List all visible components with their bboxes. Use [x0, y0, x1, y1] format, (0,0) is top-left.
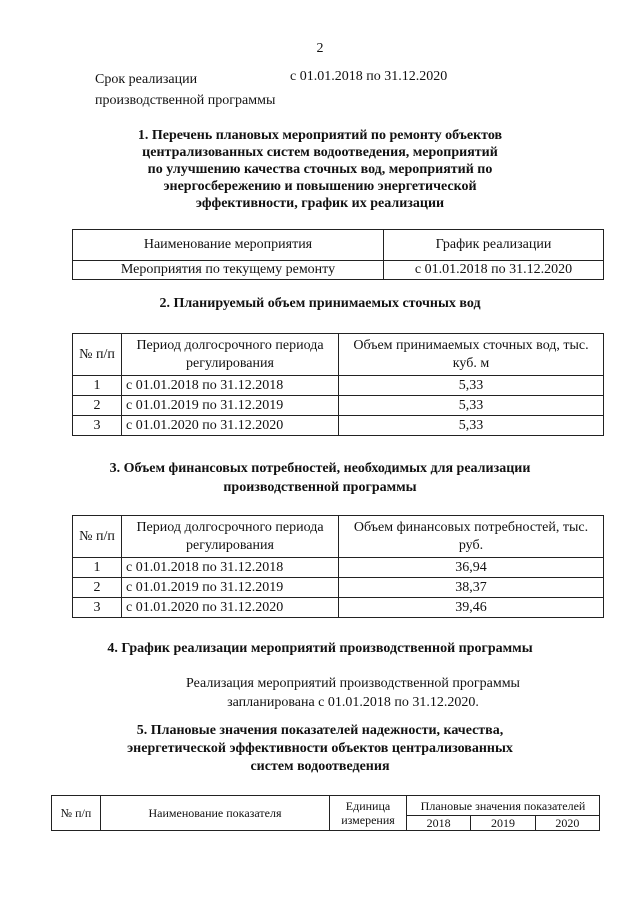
table-cell: 3 [73, 598, 122, 618]
table-cell: 5,33 [339, 396, 604, 416]
section4-text-line: запланирована с 01.01.2018 по 31.12.2020. [227, 695, 479, 710]
section5-heading-line: энергетической эффективности объектов централизованных [127, 741, 513, 756]
section2-heading: 2. Планируемый объем принимаемых сточных вод [159, 296, 481, 311]
table-row [73, 598, 604, 618]
page-number: 2 [316, 41, 324, 56]
table-cell: Мероприятия по текущему ремонту [73, 261, 384, 280]
section3-heading-line: 3. Объем финансовых потребностей, необходимых для реализации [109, 461, 531, 476]
section1-heading-line: 1. Перечень плановых мероприятий по ремонту объектов [137, 128, 503, 143]
table-row [73, 558, 604, 578]
section1-heading-line: энергосбережению и повышению энергетической [163, 179, 477, 194]
section4-heading: 4. График реализации мероприятий производственной программы [107, 641, 533, 656]
term-label-line1: Срок реализации [95, 72, 198, 87]
table-header-row [73, 230, 604, 261]
section1-heading-line: централизованных систем водоотведения, мероприятий [142, 145, 498, 160]
table-cell: с 01.01.2018 по 31.12.2018 [122, 558, 339, 578]
table-cell: 39,46 [339, 598, 604, 618]
table-header-cell: Единица измерения [330, 796, 407, 831]
term-value: с 01.01.2018 по 31.12.2020 [290, 69, 448, 84]
table-header-row [52, 796, 600, 816]
table-cell: 1 [73, 376, 122, 396]
table-row [73, 578, 604, 598]
wastewater-volume-table [72, 333, 604, 436]
table-header-cell: 2018 [407, 816, 471, 831]
table-header-row [73, 334, 604, 376]
table-header-cell: № п/п [73, 516, 122, 558]
table-header-cell: Объем принимаемых сточных вод, тыс. куб. м [339, 334, 604, 376]
activities-table [72, 229, 604, 280]
table-row [73, 261, 604, 280]
financial-needs-table [72, 515, 604, 618]
section5-heading-line: 5. Плановые значения показателей надежности, качества, [136, 723, 504, 738]
section1-heading-line: по улучшению качества сточных вод, мероприятий по [147, 162, 493, 177]
table-row [73, 396, 604, 416]
table-header-cell: Наименование показателя [101, 796, 330, 831]
table-cell: 2 [73, 578, 122, 598]
table-header-cell: Наименование мероприятия [73, 230, 384, 261]
table-header-cell: Объем финансовых потребностей, тыс. руб. [339, 516, 604, 558]
section5-heading [0, 722, 640, 776]
table-header-cell: График реализации [384, 230, 604, 261]
table-cell: 36,94 [339, 558, 604, 578]
table-header-row [73, 516, 604, 558]
table-cell: с 01.01.2019 по 31.12.2019 [122, 396, 339, 416]
table-cell: 3 [73, 416, 122, 436]
table-cell: с 01.01.2018 по 31.12.2018 [122, 376, 339, 396]
table-row [73, 416, 604, 436]
table-header-cell: 2020 [535, 816, 599, 831]
section4-text [0, 674, 640, 712]
table-cell: с 01.01.2019 по 31.12.2019 [122, 578, 339, 598]
table-cell: 2 [73, 396, 122, 416]
table-header-cell: 2019 [471, 816, 535, 831]
table-header-cell: Период долгосрочного периода регулирования [122, 334, 339, 376]
section1-heading [0, 127, 640, 212]
term-label [95, 69, 295, 111]
table-header-cell: Период долгосрочного периода регулирования [122, 516, 339, 558]
table-header-cell: № п/п [73, 334, 122, 376]
table-row [73, 376, 604, 396]
table-cell: 5,33 [339, 416, 604, 436]
table-cell: 38,37 [339, 578, 604, 598]
table-cell: с 01.01.2020 по 31.12.2020 [122, 416, 339, 436]
table-cell: 1 [73, 558, 122, 578]
table-header-cell: Плановые значения показателей [407, 796, 600, 816]
section3-heading-line: производственной программы [223, 480, 417, 495]
section5-heading-line: систем водоотведения [250, 759, 390, 774]
section1-heading-line: эффективности, график их реализации [195, 196, 445, 211]
table-cell: с 01.01.2020 по 31.12.2020 [122, 598, 339, 618]
table-header-cell: № п/п [52, 796, 101, 831]
term-label-line2: производственной программы [95, 93, 276, 108]
table-cell: 5,33 [339, 376, 604, 396]
section4-text-line: Реализация мероприятий производственной программы [186, 676, 520, 691]
section3-heading [0, 459, 640, 497]
plan-values-table [51, 795, 600, 831]
table-cell: с 01.01.2018 по 31.12.2020 [384, 261, 604, 280]
